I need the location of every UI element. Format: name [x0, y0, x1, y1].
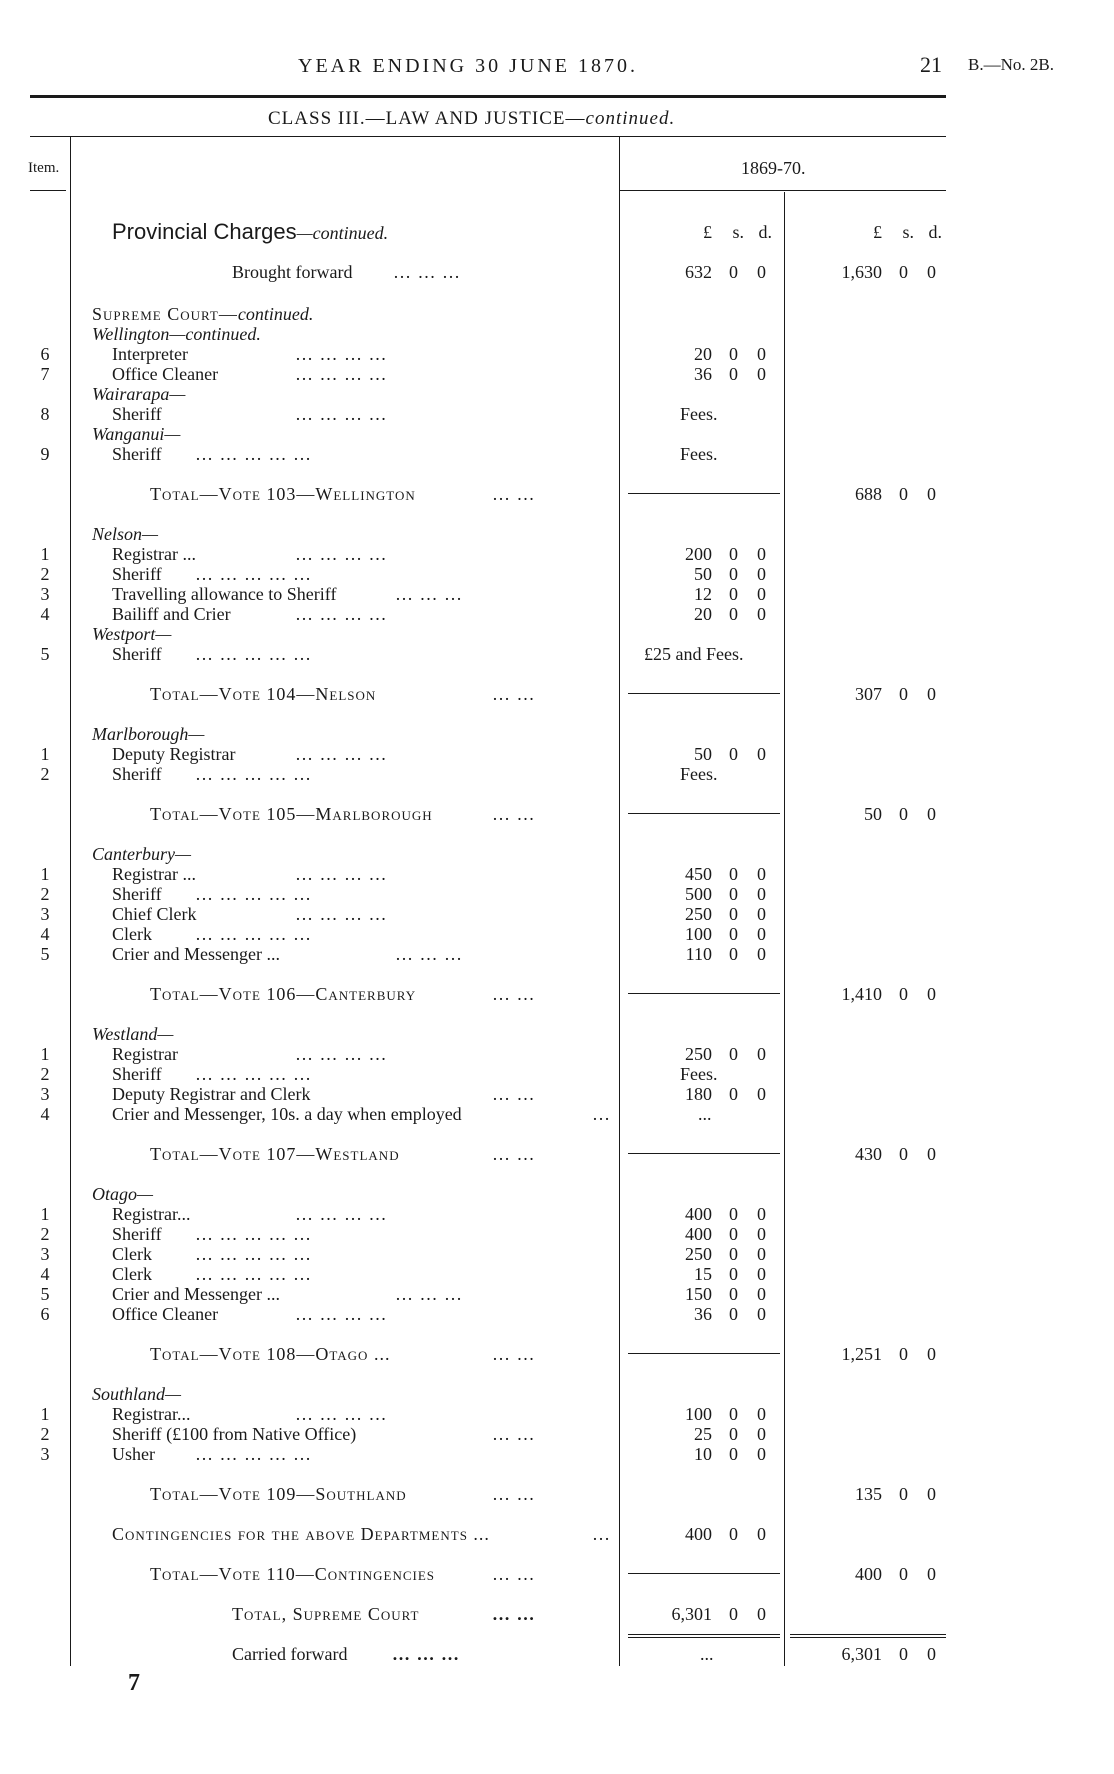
shilling-header: s.: [732, 222, 744, 242]
class-title-suffix: continued.: [585, 108, 676, 129]
wanganui-heading: Wanganui—: [92, 424, 181, 444]
year-column-header: 1869-70.: [741, 158, 806, 178]
supreme-court-suffix: continued.: [237, 304, 314, 324]
brought-forward-amount-1: 632 0 0: [685, 262, 766, 282]
supreme-court-heading: [92, 304, 313, 325]
pence-header: d.: [758, 222, 772, 242]
signature-mark: 7: [128, 1670, 140, 1696]
pence-header: d.: [928, 222, 942, 242]
double-rule-top-2: [790, 1634, 946, 1635]
westland-heading: Westland—: [92, 1024, 174, 1044]
currency-header-2: [790, 222, 950, 244]
pound-header: £: [873, 222, 882, 242]
paper-reference: B.—No. 2B.: [968, 55, 1054, 74]
class-rule: [30, 136, 946, 137]
leader-dots: … … …: [393, 262, 461, 282]
section-title-suffix: —continued.: [296, 223, 389, 243]
double-rule-bottom-2: [790, 1637, 946, 1638]
item-column-header: Item.: [28, 160, 60, 176]
header-rule: [30, 95, 946, 98]
page-number: 21: [920, 52, 942, 77]
item-column-rule: [70, 136, 71, 1666]
wellington-continued: Wellington—continued.: [92, 324, 261, 344]
southland-heading: Southland—: [92, 1384, 182, 1404]
class-title-main: CLASS III.—LAW AND JUSTICE—: [268, 108, 586, 129]
pound-header: £: [703, 222, 712, 242]
supreme-court-title: Supreme Court—: [92, 304, 238, 324]
nelson-heading: Nelson—: [92, 524, 159, 544]
currency-header-1: [628, 222, 780, 244]
wairarapa-heading: Wairarapa—: [92, 384, 186, 404]
page-heading: YEAR ENDING 30 JUNE 1870.: [298, 55, 638, 77]
brought-forward-amount-2: 1,630 0 0: [841, 262, 936, 282]
brought-forward-label: Brought forward: [232, 262, 353, 282]
desc-column-rule: [619, 136, 620, 1666]
westport-heading: Westport—: [92, 624, 172, 644]
amount-column-rule: [784, 192, 785, 1666]
double-rule-bottom-1: [628, 1637, 780, 1638]
shilling-header: s.: [902, 222, 914, 242]
section-title: [112, 219, 388, 245]
item-header-rule: [30, 190, 66, 191]
year-header-rule: [619, 190, 946, 191]
double-rule-top-1: [628, 1634, 780, 1635]
section-title-main: Provincial Charges: [112, 219, 297, 244]
canterbury-heading: Canterbury—: [92, 844, 191, 864]
marlborough-heading: Marlborough—: [92, 724, 205, 744]
class-title: [268, 108, 675, 130]
otago-heading: Otago—: [92, 1184, 154, 1204]
